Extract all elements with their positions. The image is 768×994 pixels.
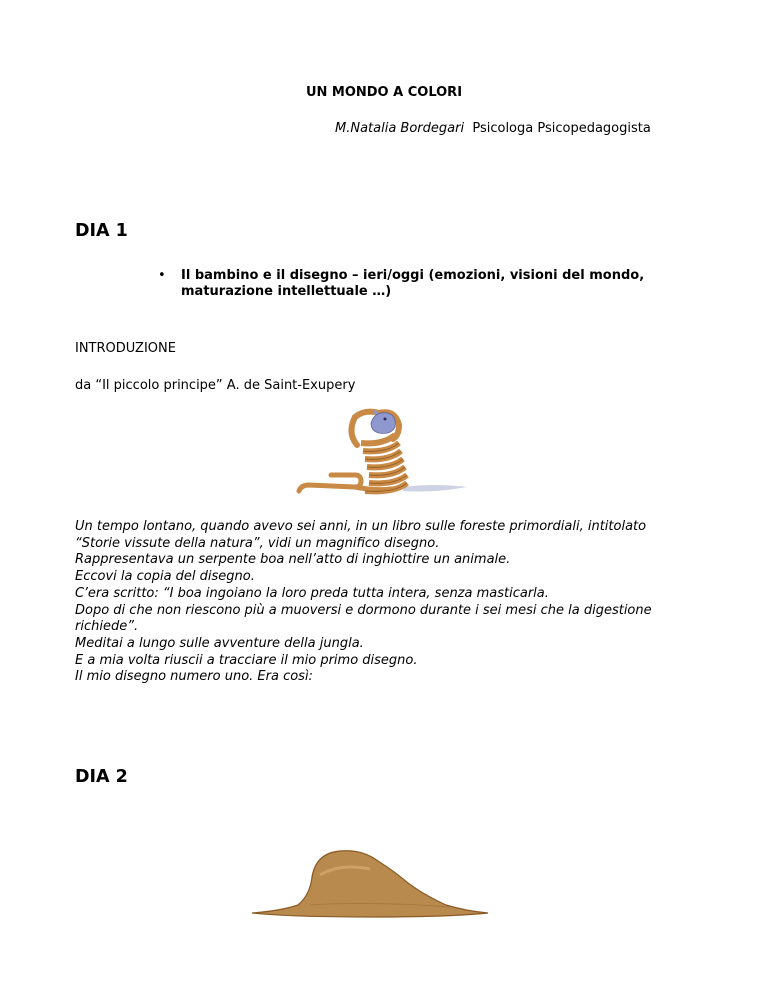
author-name: M.Natalia Bordegari (335, 121, 465, 136)
story-line: E a mia volta riuscii a tracciare il mio primo disegno. (75, 652, 418, 668)
bullet-text: Il bambino e il disegno – ieri/oggi (emozioni, visioni del mondo, maturazione intellettuale …) (181, 268, 645, 299)
story-line: Rappresentava un serpente boa nell’atto di inghiottire un animale. (75, 552, 511, 568)
bullet-marker: • (158, 268, 166, 283)
story-line: Meditai a lungo sulle avventure della jungla. (75, 635, 364, 651)
story-line: Un tempo lontano, quando avevo sei anni, in un libro sulle foreste primordiali, intitolato (75, 519, 647, 534)
citation: da “Il piccolo principe” A. de Saint-Exupery (75, 378, 356, 393)
boa-swallowing-animal-illustration (295, 405, 475, 500)
document-title: UN MONDO A COLORI (305, 85, 463, 100)
intro-label: INTRODUZIONE (75, 341, 176, 356)
author-role: Psicologa Psicopedagogista (472, 121, 651, 136)
story-passage (75, 519, 695, 686)
section-heading-dia2: DIA 2 (75, 767, 128, 787)
section-heading-dia1: DIA 1 (75, 221, 128, 241)
story-line: Dopo di che non riescono più a muoversi e dormono durante i sei mesi che la digestione (75, 602, 652, 618)
story-line: “Storie vissute della natura”, vidi un magnifico disegno. (75, 535, 440, 551)
story-line: Il mio disegno numero uno. Era così: (75, 669, 313, 685)
story-line: Eccovi la copia del disegno. (75, 569, 255, 585)
story-line: richiede”. (75, 619, 139, 635)
author-line (335, 121, 651, 136)
story-line: C’era scritto: “I boa ingoiano la loro preda tutta intera, senza masticarla. (75, 585, 549, 601)
boa-digesting-elephant-hat-illustration (250, 845, 490, 920)
